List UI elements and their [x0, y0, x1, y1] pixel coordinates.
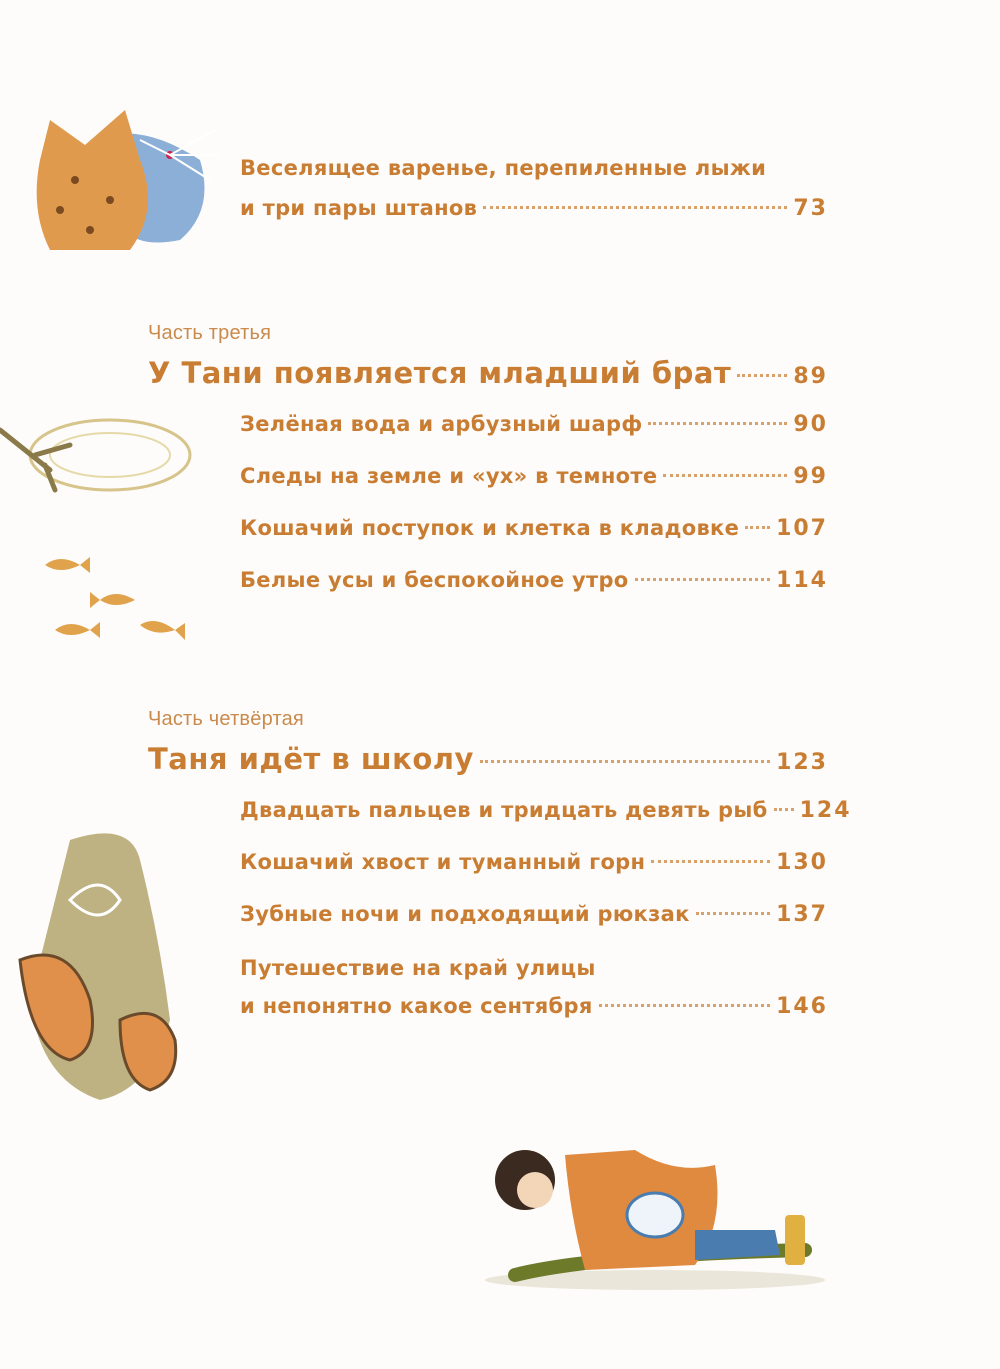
- chapter-title: Зелёная вода и арбузный шарф: [240, 412, 643, 436]
- chapter-title: Зубные ночи и подходящий рюкзак: [240, 902, 690, 926]
- part3-label: Часть третья: [148, 322, 272, 344]
- page-number: 73: [793, 196, 828, 221]
- page-number: 89: [793, 364, 828, 389]
- lying-child-illustration: [475, 1135, 835, 1295]
- dot-leader: [483, 206, 787, 209]
- page-number: 123: [776, 750, 828, 775]
- dot-leader: [651, 860, 770, 863]
- dot-leader: [599, 1004, 770, 1007]
- chapter-entry[interactable]: [240, 798, 852, 823]
- chapter-title: Кошачий хвост и туманный горн: [240, 850, 646, 874]
- page-number: 137: [776, 902, 828, 927]
- dot-leader: [663, 474, 787, 477]
- page-number: 124: [799, 798, 852, 823]
- chapter-entry[interactable]: [240, 412, 828, 437]
- twig-pond-illustration: [0, 410, 200, 500]
- part4-label: Часть четвёртая: [148, 708, 304, 730]
- part3-title-entry[interactable]: [148, 356, 828, 390]
- top-chapter-entry[interactable]: [240, 196, 828, 221]
- chapter-title: Кошачий поступок и клетка в кладовке: [240, 516, 740, 540]
- top-chapter-title-line1[interactable]: Веселящее варенье, перепиленные лыжи: [240, 156, 767, 180]
- dot-leader: [480, 760, 770, 763]
- page-number: 90: [793, 412, 828, 437]
- cat-illustration: [30, 100, 220, 260]
- chapter-entry[interactable]: [240, 902, 828, 927]
- part4-title: Таня идёт в школу: [148, 742, 474, 776]
- page-number: 107: [776, 516, 828, 541]
- dot-leader: [774, 808, 794, 811]
- chapter-entry[interactable]: [240, 568, 828, 593]
- chapter-title: Следы на земле и «ух» в темноте: [240, 464, 658, 488]
- dot-leader: [696, 912, 770, 915]
- top-chapter-title-line2: и три пары штанов: [240, 196, 478, 220]
- dot-leader: [737, 374, 787, 377]
- fish-illustration: [40, 545, 200, 655]
- chapter-title: Двадцать пальцев и тридцать девять рыб: [240, 798, 768, 822]
- last-chapter-entry[interactable]: [240, 994, 828, 1019]
- chapter-entry[interactable]: [240, 850, 828, 875]
- chapter-title: Белые усы и беспокойное утро: [240, 568, 629, 592]
- part4-title-entry[interactable]: [148, 742, 828, 776]
- page-number: 114: [776, 568, 828, 593]
- page-number: 130: [776, 850, 828, 875]
- chapter-entry[interactable]: [240, 516, 828, 541]
- page-number: 146: [776, 994, 828, 1019]
- part3-title: У Тани появляется младший брат: [148, 356, 732, 390]
- last-chapter-title-line2: и непонятно какое сентября: [240, 994, 593, 1018]
- dot-leader: [635, 578, 771, 581]
- dot-leader: [648, 422, 787, 425]
- page-number: 99: [793, 464, 828, 489]
- sneakers-illustration: [10, 820, 200, 1110]
- last-chapter-title-line1[interactable]: Путешествие на край улицы: [240, 956, 596, 980]
- chapter-entry[interactable]: [240, 464, 828, 489]
- dot-leader: [745, 526, 770, 529]
